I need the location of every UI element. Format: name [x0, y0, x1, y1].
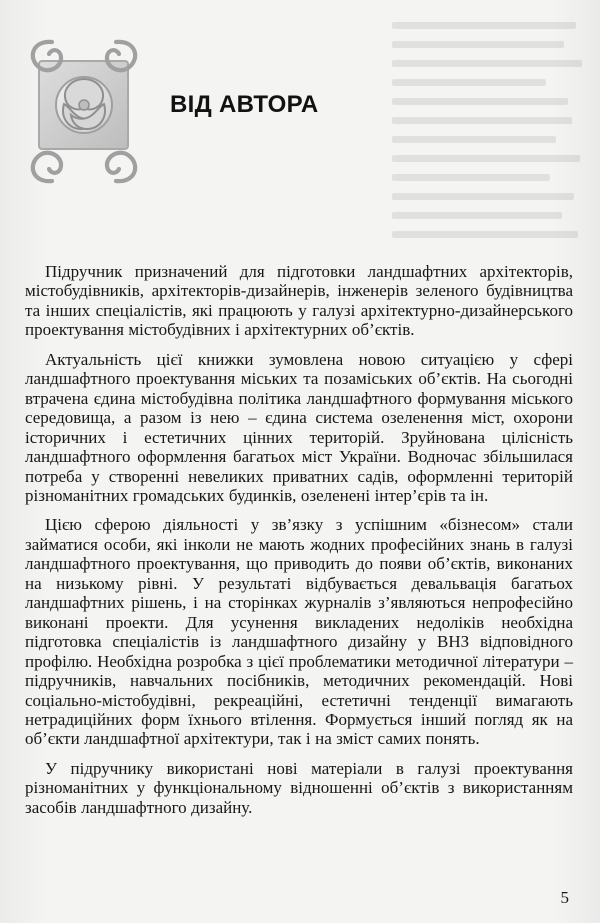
main-text	[25, 262, 573, 817]
page-number: 5	[560, 888, 569, 907]
page-title: ВІД АВТОРА	[170, 91, 319, 118]
paragraph: Підручник призначений для підготовки ландшафтних архітекторів, містобудівників, архітекторів-дизайнерів, інженерів зеленого будівництва та інших спеціалістів, які працюють у галузі архітектурно-дизайнерського проектування містобудівних і архітектурних об’єктів.	[25, 262, 573, 340]
celtic-knot-ornament-icon	[14, 30, 164, 195]
bleed-through-text	[392, 22, 592, 242]
paragraph: Цією сферою діяльності у зв’язку з успішним «бізнесом» стали займатися особи, які інколи не мають жодних професійних знань в галузі ландшафтного проектування, що приводить до появи об’єктів, виконаних на низькому рівні. У результаті відбувається девальвація багатьох ландшафтних рішень, і на сторінках журналів з’являються непрофесійно виконані проекти. Для усунення викладених недоліків необхідна підготовка спеціалістів із ландшафтного дизайну у ВНЗ відповідного профілю. Необхідна розробка з цієї проблематики методичної літератури – підручників, навчальних посібників, методичних рекомендацій. Нові соціально-містобудівні, рекреаційні, естетичні тенденції вимагають нетрадиційних форм їхнього втілення. Формується інший погляд як на об’єкти ландшафтної архітектури, так і на зміст самих понять.	[25, 515, 573, 749]
paragraph: Актуальність цієї книжки зумовлена новою ситуацією у сфері ландшафтного проектування міських та позаміських об’єктів. На сьогодні втрачена єдина містобудівна політика ландшафтного формування міського середовища, а разом із нею – єдина система озеленення міст, охорони історичних і естетичних цінних територій. Зруйнована цілісність ландшафтного оформлення багатьох міст України. Водночас збільшилася потреба у створенні невеликих приватних садів, оформленні територій різноманітних громадських будинків, озеленені інтер’єрів та ін.	[25, 349, 573, 505]
paragraph: У підручнику використані нові матеріали в галузі проектування різноманітних у функціональному відношенні об’єктів з використанням засобів ландшафтного дизайну.	[25, 758, 573, 817]
